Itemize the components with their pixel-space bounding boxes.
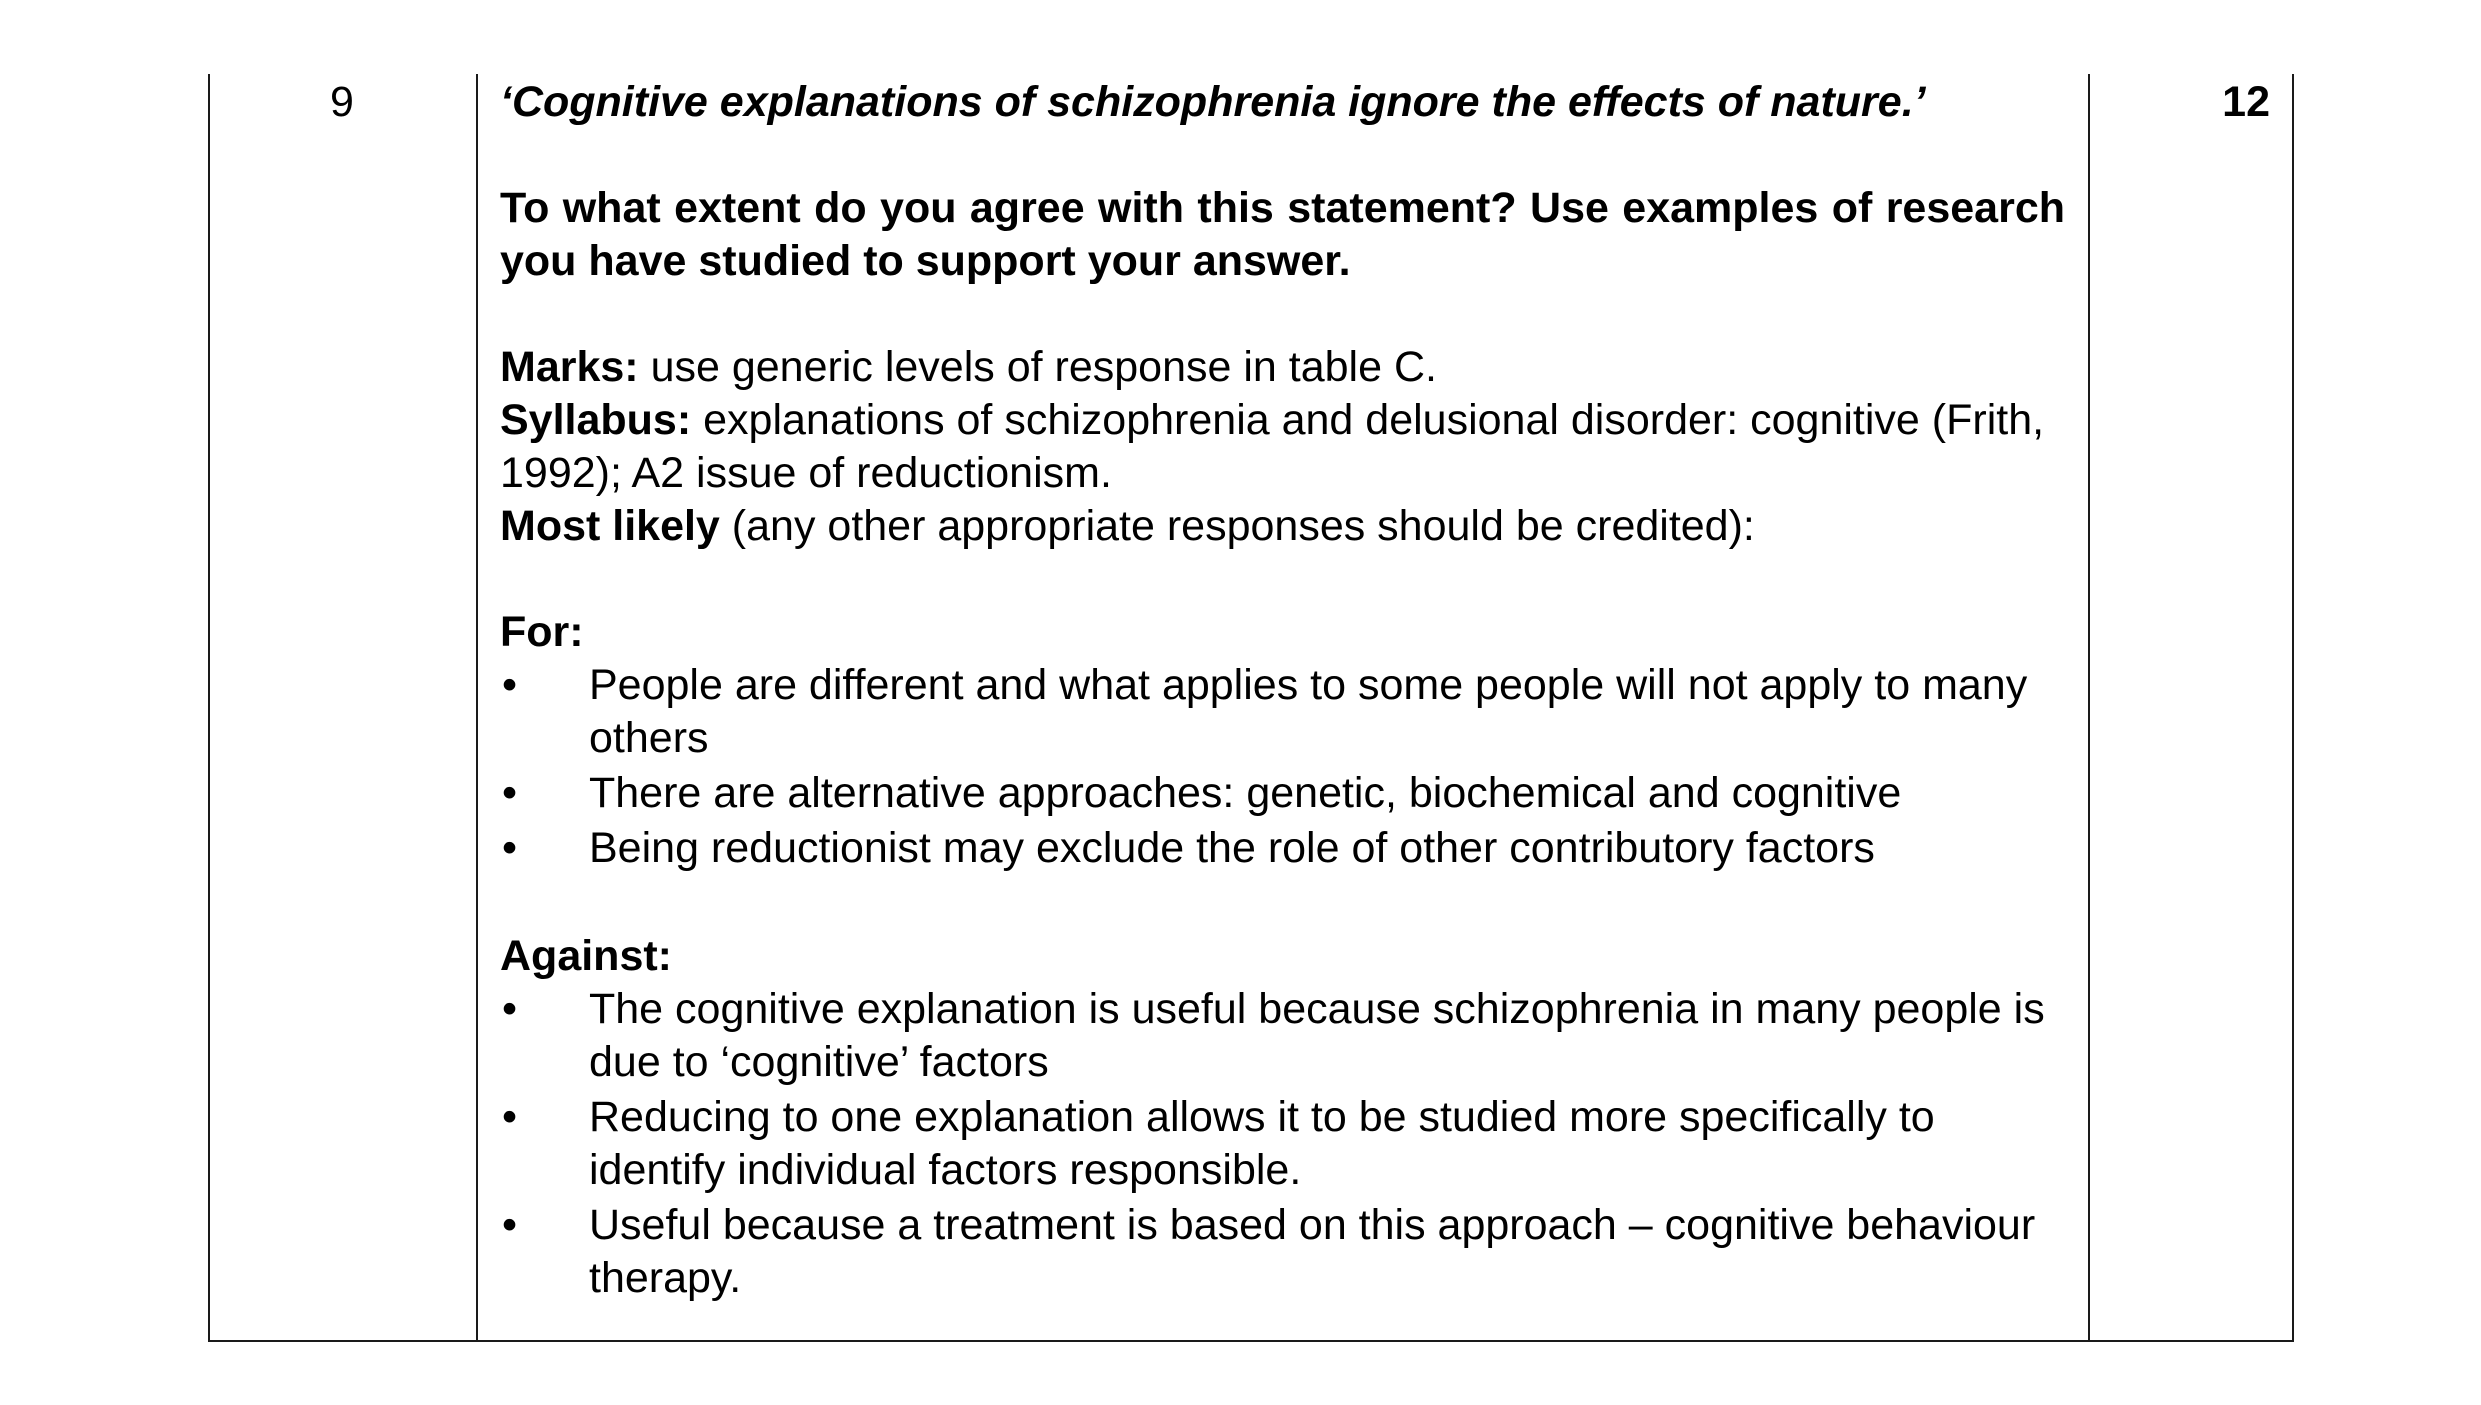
table-border-left (208, 74, 210, 1342)
marks-label: Marks: (500, 343, 639, 391)
marks-text: use generic levels of response in table C. (638, 343, 1437, 391)
table-border-right (2292, 74, 2294, 1342)
most-likely-label: Most likely (500, 502, 720, 550)
list-item: • Being reductionist may exclude the role of other contributory factors (500, 822, 2065, 875)
against-list (500, 983, 2065, 1305)
most-likely-line (500, 500, 2065, 553)
list-item: • Useful because a treatment is based on this approach – cognitive behaviour therapy. (502, 1201, 2036, 1302)
syllabus-text: explanations of schizophrenia and delusional disorder: cognitive (Frith, 1992); A2 issue of reductionism. (500, 396, 2045, 497)
column-divider-2 (2088, 74, 2090, 1342)
syllabus-label: Syllabus: (500, 396, 692, 444)
bullet-icon: • (502, 985, 518, 1033)
against-heading: Against: (500, 932, 672, 980)
syllabus-line (500, 394, 2065, 500)
list-item: • There are alternative approaches: genetic, biochemical and cognitive (500, 767, 2065, 820)
bullet-icon: • (502, 1201, 518, 1249)
question-number: 9 (330, 78, 354, 126)
table-border-bottom (208, 1340, 2292, 1342)
bullet-icon: • (502, 824, 518, 872)
answer-guidance-cell (500, 76, 2065, 1307)
for-heading: For: (500, 608, 584, 656)
bullet-icon: • (502, 661, 518, 709)
for-list (500, 659, 2065, 875)
question-quote: ‘Cognitive explanations of schizophrenia ignore the effects of nature.’ (500, 78, 1926, 126)
question-task: To what extent do you agree with this statement? Use examples of research you have studied to support your answer. (500, 184, 2065, 285)
column-divider-1 (476, 74, 478, 1342)
marks-total: 12 (2222, 78, 2270, 126)
list-item: • People are different and what applies to some people will not apply to many others (502, 661, 2028, 762)
list-item: • The cognitive explanation is useful because schizophrenia in many people is due to ‘cognitive’ factors (502, 985, 2045, 1086)
most-likely-text: (any other appropriate responses should be credited): (719, 502, 1755, 550)
list-item: • Reducing to one explanation allows it to be studied more specifically to identify individual factors responsible. (502, 1093, 1935, 1194)
marks-line (500, 341, 2065, 394)
bullet-icon: • (502, 1093, 518, 1141)
bullet-icon: • (502, 769, 518, 817)
